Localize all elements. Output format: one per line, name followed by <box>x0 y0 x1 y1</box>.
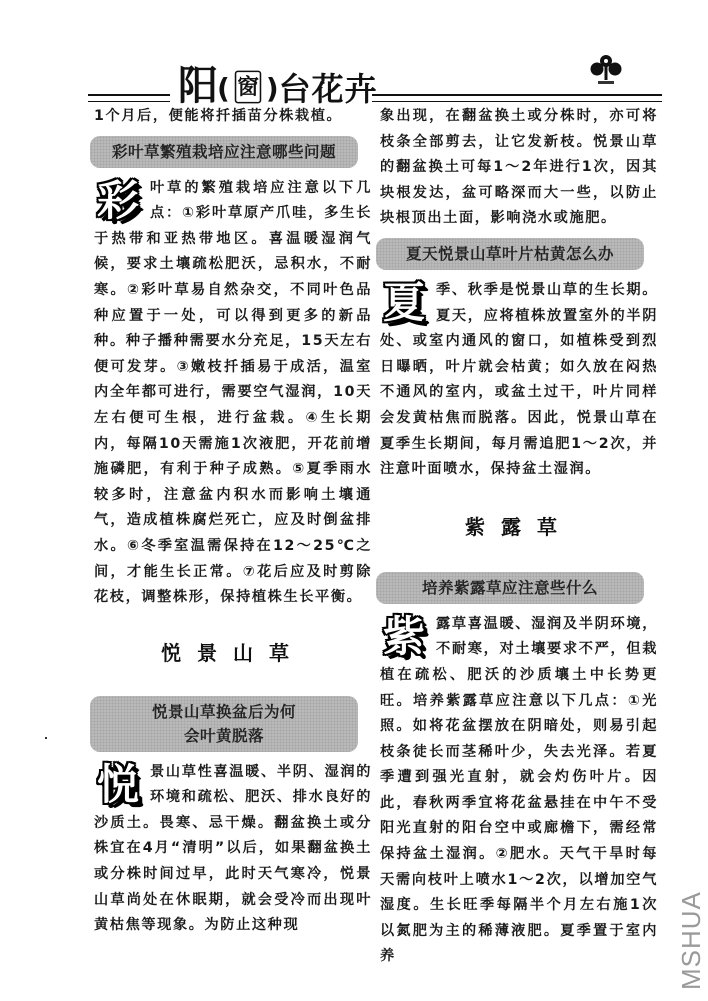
subhead-summer-yellowing: 夏天悦景山草叶片枯黄怎么办 <box>376 238 644 270</box>
article-body: 景山草性喜温暖、半阴、湿润的环境和疏松、肥沃、排水良好的沙质土。畏寒、忌干燥。翻盆换土或分株宜在4月“清明”以后，如果翻盆换土或分株时间过早，此时天气寒冷，悦景山草尚处在休眠期，就会受冷而出现叶黄枯焦等现象。为防止这种现 <box>94 763 372 934</box>
title-char-yang: 阳 <box>178 62 217 109</box>
title-paren-open: ( <box>217 72 230 105</box>
dropcap-yue: 悦 <box>96 759 139 809</box>
subhead-coleus-propagation: 彩叶草繁殖栽培应注意哪些问题 <box>90 136 358 168</box>
dropcap-xia: 夏 <box>382 277 425 327</box>
dropcap-cai: 彩 <box>96 175 139 225</box>
article-tradescantia <box>380 612 658 970</box>
article-repotting <box>94 760 372 939</box>
header-rule-left <box>88 94 170 102</box>
left-column <box>94 104 372 939</box>
subhead-line-2: 会叶黄脱落 <box>183 726 264 745</box>
article-body: 叶草的繁殖栽培应注意以下几点：①彩叶草原产爪哇，多生长于热带和亚热带地区。喜温暖湿润气候，要求土壤疏松肥沃，忌积水，不耐寒。②彩叶草易自然杂交，不同叶色品种应置于一处，可以得到更多的新品种。种子播种需要水分充足，15天左右便可发芽。③嫩枝扦插易于成活，温室内全年都可进行，需要空气湿润，10天左右便可生根，进行盆栽。④生长期内，每隔10天需施1次液肥，开花前增施磷肥，有利于种子成熟。⑤夏季雨水较多时，注意盆内积水而影响土壤通气，造成植株腐烂死亡，应及时倒盆排水。⑥冬季室温需保持在12～25℃之间，才能生长正常。⑦花后应及时剪除花枝，调整株形，保持植株生长平衡。 <box>94 179 372 606</box>
margin-speck <box>45 737 47 739</box>
subhead-line-1: 悦景山草换盆后为何 <box>151 702 296 721</box>
flower-logo-icon <box>586 52 626 88</box>
subhead-tradescantia-care: 培养紫露草应注意些什么 <box>376 572 644 604</box>
header-rule-right <box>372 94 662 102</box>
article-coleus <box>94 176 372 611</box>
continued-text: 象出现，在翻盆换土或分株时，亦可将枝条全部剪去，让它发新枝。悦景山草的翻盆换土可每1～2年进行1次，因其块根发达，盆可略深而大一些，以防止块根顶出土面，影响浇水或施肥。 <box>380 108 658 227</box>
section-title-yuejingshancao: 悦景山草 <box>161 640 305 665</box>
article-body: 露草喜温暖、湿润及半阴环境，不耐寒，对土壤要求不严，但栽植在疏松、肥沃的沙质壤土中长势更旺。培养紫露草应注意以下几点：①光照。如将花盆摆放在阴暗处，则易引起枝条徒长而茎稀叶少，失去光泽。若夏季遭到强光直射，就会灼伤叶片。因此，春秋两季宜将花盆悬挂在中午不受阳光直射的阳台空中或廊檐下，需经常保持盆土湿润。②肥水。天气干旱时每天需向枝叶上喷水1～2次，以增加空气湿度。生长旺季每隔半个月左右施1次以氮肥为主的稀薄液肥。夏季置于室内养 <box>380 615 658 965</box>
watermark: MSHUA <box>676 891 706 990</box>
right-column <box>380 104 658 970</box>
section-title-zilucao: 紫露草 <box>465 514 573 539</box>
column-title <box>178 58 378 108</box>
article-body: 季、秋季是悦景山草的生长期。夏天，应将植株放置室外的半阴处、或室内通风的窗口，如植株受到烈日曝晒，叶片就会枯黄；如久放在闷热不通风的室内，或盆土过干，叶片同样会发黄枯焦而脱落。因此，悦景山草在夏季生长期间，每月需追肥1～2次，并注意叶面喷水，保持盆土湿润。 <box>380 281 658 478</box>
page-header <box>88 52 668 112</box>
article-summer <box>380 278 658 483</box>
subhead-repotting <box>90 696 358 752</box>
dropcap-zi: 紫 <box>382 611 425 661</box>
title-rest: 台花卉 <box>278 70 378 108</box>
title-char-chuang: 窗 <box>235 71 262 104</box>
title-paren-close: ) <box>265 72 279 105</box>
intro-line: 1个月后，便能将扦插苗分株栽植。 <box>94 108 343 124</box>
